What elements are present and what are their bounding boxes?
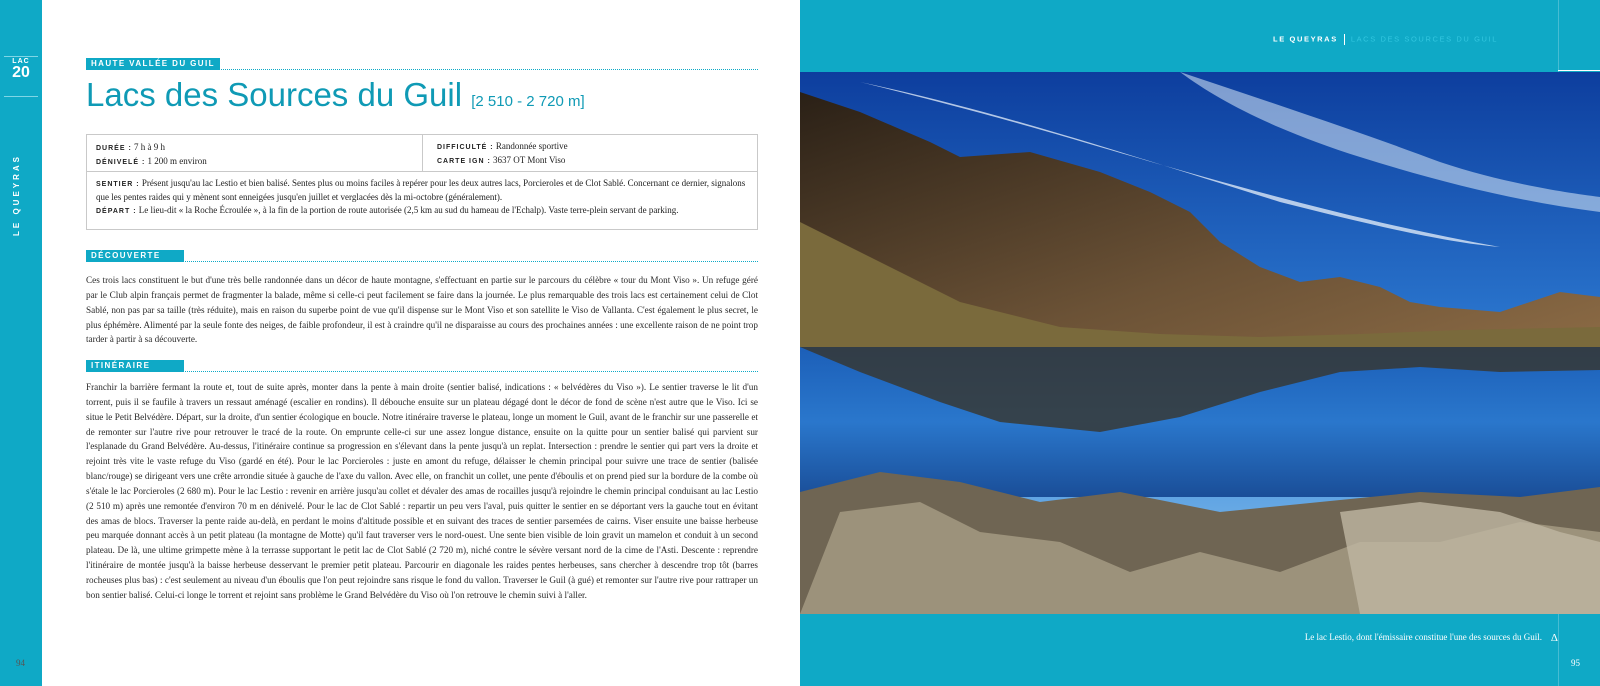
decouverte-rule [86, 261, 758, 262]
decouverte-heading: DÉCOUVERTE [86, 250, 184, 262]
lac-number: 20 [12, 64, 30, 81]
lake-photo [800, 72, 1600, 614]
running-head-subsection: LACS DES SOURCES DU GUIL [1350, 34, 1498, 44]
page-title [86, 76, 585, 114]
carte-label: CARTE IGN : [437, 158, 491, 165]
carte-value: 3637 OT Mont Viso [493, 155, 566, 165]
itineraire-heading: ITINÉRAIRE [86, 360, 184, 372]
strip-rule-top [4, 56, 38, 57]
running-head-section: LE QUEYRAS [1273, 34, 1338, 44]
difficulte-value: Randonnée sportive [495, 141, 568, 151]
depart-value: Le lieu-dit « la Roche Écroulée », à la fin de la portion de route autorisée (2,5 km au sud du hameau de l'Echalp). Vaste terre-plein servant de parking. [138, 205, 679, 215]
itineraire-rule [86, 371, 758, 372]
photo-caption: Le lac Lestio, dont l'émissaire constitue l'une des sources du Guil. [1304, 632, 1542, 642]
info-col-left [96, 141, 207, 169]
vertical-section-label: LE QUEYRAS [12, 153, 21, 236]
running-head-rule [1558, 70, 1600, 71]
duree-value: 7 h à 9 h [134, 142, 166, 152]
info-row-top [87, 135, 757, 172]
info-col-right [437, 140, 568, 168]
itineraire-text: Franchir la barrière fermant la route et, tout de suite après, monter dans la pente à main droite (sentier balisé, indications : « belvédères du Viso »). Le sentier traverse le lit d'un torrent, puis il se faufile à travers un ressaut aménagé (escalier en rondins). Il débouche ensuite sur un plateau dégagé dont le décor de fond de scène n'est autre que le Viso. Ici se situe le Petit Belvédère. Départ, sur la droite, d'un sentier écologique en boucle. Notre itinéraire traverse le plateau, longe un moment le Guil, avant de le franchir sur une passerelle et de remonter sur l'autre rive pour retrouver le tracé de la route. On emprunte celle-ci sur une assez longue distance, ensuite on la quitte pour un sentier balisé qui parvient sur l'esplanade du Grand Belvédère. Au-dessus, l'itinéraire continue sa progression en s'élevant dans la pente jusqu'à un replat. Intersection : prendre le sentier qui part vers la droite et rejoint très vite le vaste refuge du Viso (gardé en été). Pour le lac Porcieroles : juste en amont du refuge, délaisser le chemin principal pour suivre une trace de sentier (balisée blanc/rouge) se dirigeant vers une crête arrondie située à gauche de l'axe du vallon. Avec elle, on franchit un collet, une pente d'éboulis et on prend pied sur la bordure de la combe où s'étale le lac Porcieroles (2 680 m). Pour le lac Lestio : revenir en arrière jusqu'au collet et dévaler des amas de rocailles jusqu'à rejoindre le chemin principal conduisant au lac Lestio (2 510 m) après une remontée d'environ 70 m en dénivelé. Pour le lac de Clot Sablé : repartir un peu vers l'aval, puis quitter le sentier en se déportant vers la gauche tout en évitant des amas de blocs. Traverser la pente raide au-delà, en perdant le moins d'altitude possible et en suivant des traces de sentier parsemées de cairns. Viser ensuite une baisse herbeuse peu marquée donnant accès à un petit plateau (la montagne de Motte) qu'il faut traverser vers le nord-ouest. Une sente bien visible de loin gravit un mamelon et conduit à un second plateau. De là, une ultime grimpette mène à la terrasse supportant le petit lac de Clot Sablé (2 720 m), niché contre le sévère versant nord de la cime de l'Asti. Descente : reprendre l'itinéraire de montée jusqu'à la baisse herbeuse desservant le premier petit plateau. Parcourir en diagonale les raides pentes herbeuses, sans chercher à descendre trop tôt (barres rocheuses plus bas) : c'est seulement au niveau d'un éboulis que l'on peut rejoindre sans risque le fond du vallon. Traverser le Guil (à gué) et remonter sur l'autre rive pour rattraper un bon sentier balisé. Celui-ci longe le torrent et rejoint sans problème le Grand Belvédère du Viso où l'on retrouve le chemin suivi à l'aller. [86, 382, 758, 600]
kicker-label: HAUTE VALLÉE DU GUIL [86, 58, 220, 70]
title-main: Lacs des Sources du Guil [86, 76, 463, 113]
denivele-value: 1 200 m environ [147, 156, 207, 166]
page-number-left: 94 [16, 658, 25, 668]
info-row-bottom [96, 177, 748, 218]
info-divider [422, 135, 423, 171]
kicker-rule [86, 69, 758, 70]
difficulte-label: DIFFICULTÉ : [437, 144, 494, 151]
duree-label: DURÉE : [96, 145, 132, 152]
running-head [1273, 34, 1498, 45]
title-altitude: [2 510 - 2 720 m] [471, 93, 585, 110]
denivele-label: DÉNIVELÉ : [96, 159, 146, 166]
lac-number-box [0, 58, 42, 81]
sentier-value: Présent jusqu'au lac Lestio et bien balisé. Sentes plus ou moins faciles à repérer pour les deux autres lacs, Porcieroles et de Clot Sablé. Concernant ce dernier, signalons que les pentes raides qui y mènent sont enneigées jusqu'en juillet et verglacées dès la mi-octobre (généralement). [96, 178, 746, 202]
lac-label: LAC [12, 58, 30, 65]
left-color-strip [0, 0, 42, 686]
depart-label: DÉPART : [96, 208, 137, 215]
running-head-separator [1344, 34, 1345, 45]
sentier-label: SENTIER : [96, 181, 140, 188]
decouverte-text: Ces trois lacs constituent le but d'une très belle randonnée dans un décor de haute montagne, s'effectuant en partie sur le parcours du célèbre « tour du Mont Viso ». Un refuge géré par le Club alpin français permet de fragmenter la balade, même si celle-ci peut facilement se faire dans la journée. Le plus remarquable des trois lacs est certainement celui de Clot Sablé, non pas par sa taille (très réduite), mais en raison du superbe point de vue qu'il dispense sur le Mont Viso et son satellite le Viso de Vallanta. C'est également le plus secret, le plus éphémère. Alimenté par la seule fonte des neiges, de faible profondeur, il est à craindre qu'il ne disparaisse au cours des prochaines années : une excellente raison de ne point trop tarder à partir à sa découverte. [86, 275, 758, 345]
caption-symbol: Δ [1550, 632, 1558, 644]
info-box [86, 134, 758, 230]
page-number-right: 95 [1571, 658, 1580, 668]
strip-rule-bottom [4, 96, 38, 97]
